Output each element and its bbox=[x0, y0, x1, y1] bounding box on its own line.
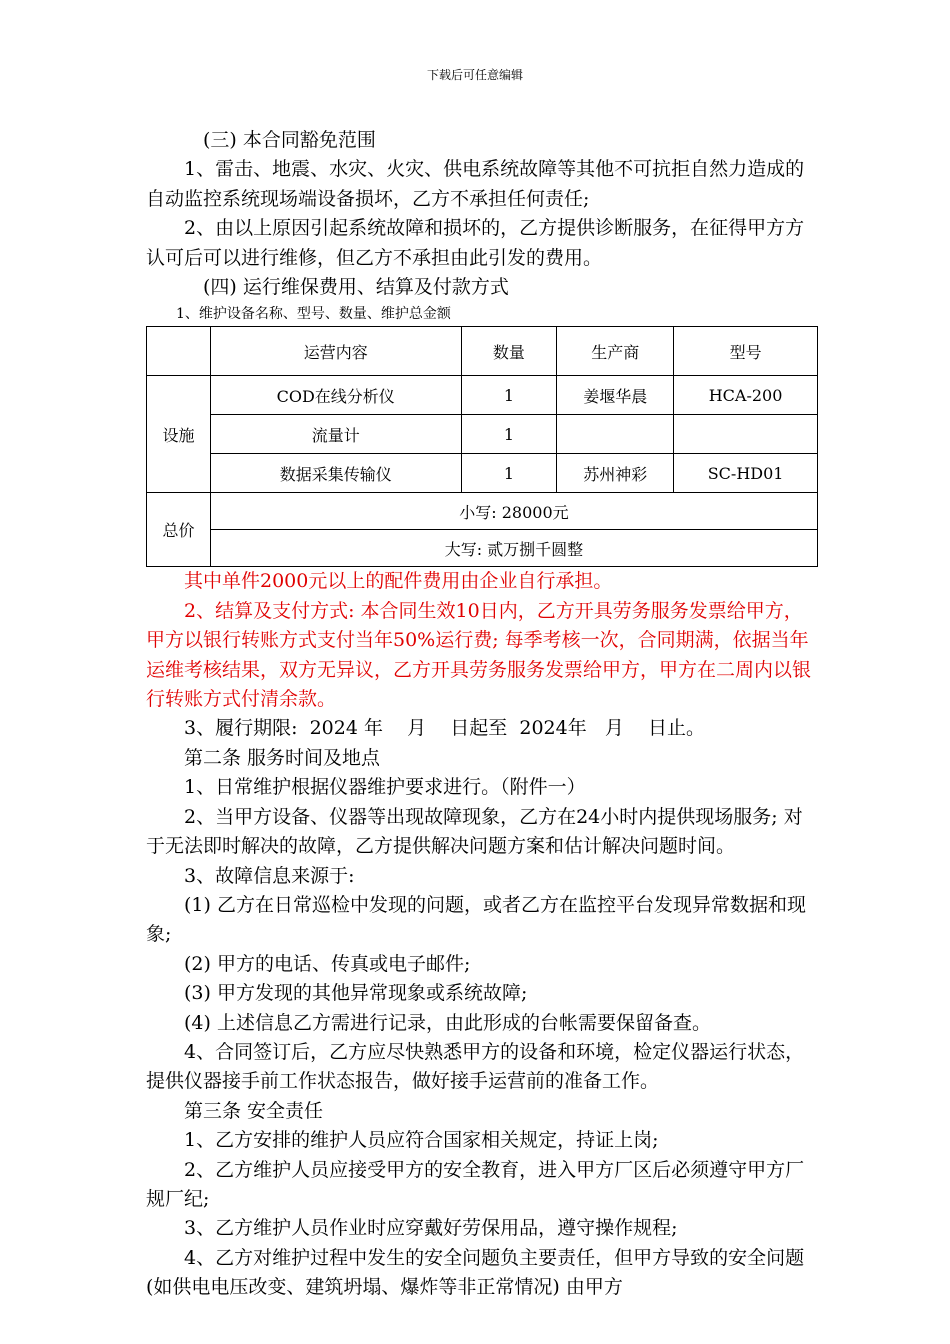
total-label: 总价 bbox=[147, 493, 211, 567]
paragraph: 2、由以上原因引起系统故障和损坏的，乙方提供诊断服务，在征得甲方方认可后可以进行维修，但乙方不承担由此引发的费用。 bbox=[146, 217, 805, 269]
table-row bbox=[147, 415, 818, 454]
table-caption: 1、维护设备名称、型号、数量、维护总金额 bbox=[176, 306, 451, 323]
paragraph: 1、日常维护根据仪器维护要求进行。（附件一） bbox=[184, 776, 586, 799]
document-body bbox=[146, 126, 818, 1303]
list-item: (2) 甲方的电话、传真或电子邮件; bbox=[184, 952, 471, 975]
column-header: 型号 bbox=[674, 327, 818, 376]
table-cell: HCA-200 bbox=[674, 376, 818, 415]
page-header: 下载后可任意编辑 bbox=[426, 68, 523, 82]
paragraph: 2、乙方维护人员应接受甲方的安全教育，进入甲方厂区后必须遵守甲方厂规厂纪; bbox=[146, 1158, 805, 1210]
table-cell: COD在线分析仪 bbox=[210, 376, 461, 415]
table-cell bbox=[674, 415, 818, 454]
paragraph: 3、乙方维护人员作业时应穿戴好劳保用品，遵守操作规程; bbox=[184, 1217, 678, 1240]
column-header: 运营内容 bbox=[210, 327, 461, 376]
table-cell bbox=[557, 415, 674, 454]
total-amount-numeric: 小写: 28000元 bbox=[210, 493, 817, 530]
equipment-table bbox=[146, 326, 818, 567]
paragraph: 2、当甲方设备、仪器等出现故障现象，乙方在24小时内提供现场服务; 对于无法即时解决的故障，乙方提供解决问题方案和估计解决问题时间。 bbox=[146, 805, 803, 858]
table-row bbox=[147, 454, 818, 493]
table-header-row bbox=[147, 327, 818, 376]
payment-terms: 2、结算及支付方式: 本合同生效10日内，乙方开具劳务服务发票给甲方，甲方以银行转账方式支付当年50%运行费; 每季考核一次，合同期满，依据当年运维考核结果，双方无异议，乙方开具劳务服务发票给甲方，甲方在二周内以银行转账方式付清余款。 bbox=[146, 599, 812, 711]
list-item: (3) 甲方发现的其他异常现象或系统故障; bbox=[184, 982, 528, 1005]
total-row-big bbox=[147, 530, 818, 567]
total-row-small bbox=[147, 493, 818, 530]
paragraph: 4、合同签订后，乙方应尽快熟悉甲方的设备和环境，检定仪器运行状态，提供仪器接手前工作状态报告，做好接手运营前的准备工作。 bbox=[146, 1040, 805, 1093]
total-amount-chinese: 大写: 贰万捌千圆整 bbox=[210, 530, 817, 567]
table-cell: 1 bbox=[461, 454, 557, 493]
section-heading-exemption: (三) 本合同豁免范围 bbox=[203, 129, 376, 151]
paragraph: 1、雷击、地震、水灾、火灾、供电系统故障等其他不可抗拒自然力造成的自动监控系统现场端设备损坏，乙方不承担任何责任; bbox=[146, 158, 805, 210]
column-header: 数量 bbox=[461, 327, 557, 376]
red-note: 其中单件2000元以上的配件费用由企业自行承担。 bbox=[184, 570, 613, 593]
performance-period: 3、履行期限: 2024 年 月 日起至 2024年 月 日止。 bbox=[184, 717, 705, 740]
list-item: (4) 上述信息乙方需进行记录，由此形成的台帐需要保留备查。 bbox=[184, 1011, 711, 1034]
table-cell: 1 bbox=[461, 376, 557, 415]
paragraph: 1、乙方安排的维护人员应符合国家相关规定，持证上岗; bbox=[184, 1129, 659, 1152]
group-label: 设施 bbox=[147, 376, 211, 493]
table-corner-cell bbox=[147, 327, 211, 376]
table-cell: 数据采集传输仪 bbox=[210, 454, 461, 493]
section-heading-fees: (四) 运行维保费用、结算及付款方式 bbox=[203, 276, 509, 299]
paragraph: 3、故障信息来源于: bbox=[184, 864, 355, 887]
table-cell: SC-HD01 bbox=[674, 454, 818, 493]
table-cell: 苏州神彩 bbox=[557, 454, 674, 493]
column-header: 生产商 bbox=[557, 327, 674, 376]
table-cell: 姜堰华晨 bbox=[557, 376, 674, 415]
article-heading: 第二条 服务时间及地点 bbox=[184, 746, 381, 769]
paragraph: 4、乙方对维护过程中发生的安全问题负主要责任，但甲方导致的安全问题(如供电电压改变、建筑坍塌、爆炸等非正常情况) 由甲方 bbox=[146, 1246, 805, 1299]
table-cell: 1 bbox=[461, 415, 557, 454]
article-heading: 第三条 安全责任 bbox=[184, 1099, 324, 1122]
table-row bbox=[147, 376, 818, 415]
table-cell: 流量计 bbox=[210, 415, 461, 454]
list-item: (1) 乙方在日常巡检中发现的问题，或者乙方在监控平台发现异常数据和现象; bbox=[146, 893, 806, 946]
